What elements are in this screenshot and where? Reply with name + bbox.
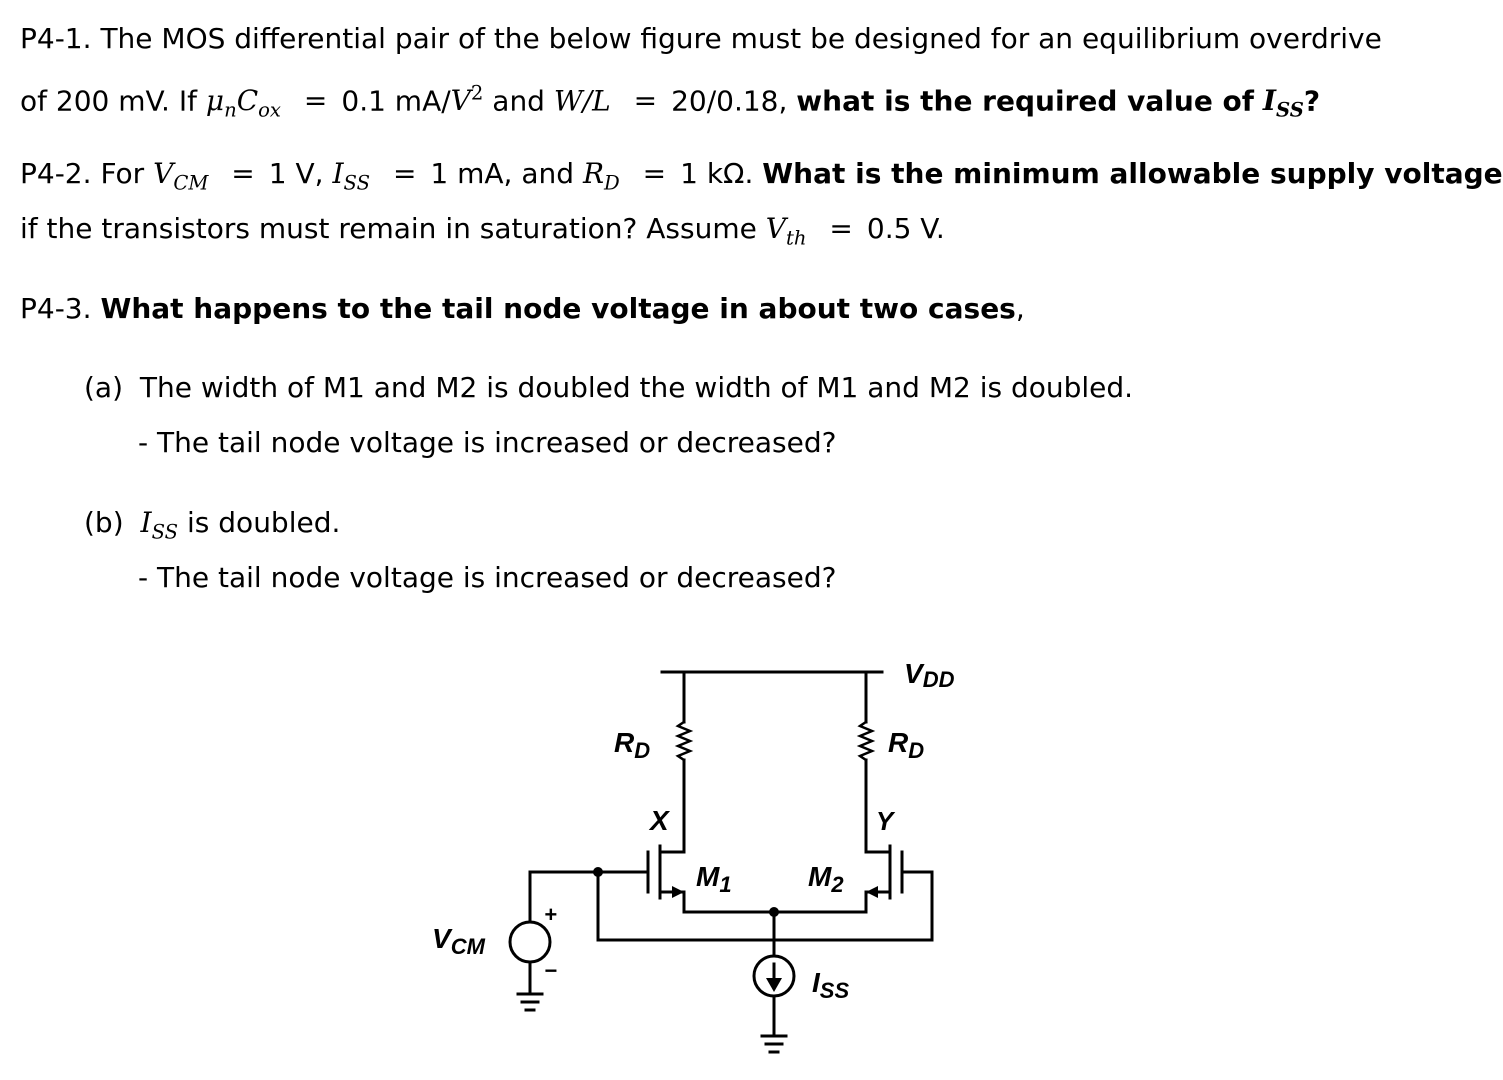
equals-sign: = — [829, 212, 853, 245]
equals-sign: = — [392, 157, 417, 190]
p4-3-line — [20, 292, 1025, 326]
resistor-rd-left — [678, 722, 690, 760]
volt-squared-symbol: $V^2$ — [450, 82, 484, 118]
rd-value: 1 kΩ. — [680, 157, 754, 190]
vcm-value: 1 V, — [268, 157, 324, 190]
p4-1-text-1: The MOS differential pair of the below figure must be designed for an equilibrium overdrive — [100, 22, 1382, 55]
differential-pair-schematic — [420, 630, 1000, 1070]
current-arrow-head-icon — [766, 978, 782, 992]
tail-node-dot — [769, 907, 779, 917]
case-a-label: (a) — [84, 371, 124, 404]
p4-1-label: P4-1. — [20, 22, 92, 55]
vth-value: 0.5 V. — [866, 212, 945, 245]
minus-sign: − — [544, 958, 557, 983]
p4-2-text-2: if the transistors must remain in saturation? Assume — [20, 212, 757, 245]
rd-symbol: $R_D$ — [582, 157, 620, 195]
mu-n-cox-symbol: $\mu_nC_{ox}$ — [205, 84, 281, 122]
question-mark: ? — [1303, 84, 1321, 118]
for-word: For — [100, 157, 145, 190]
case-a-subquestion: - The tail node voltage is increased or decreased? — [138, 426, 837, 459]
node-y-label: Y — [876, 806, 894, 836]
case-a-line — [84, 371, 1133, 405]
m2-label: $M_2$ — [808, 861, 844, 897]
node-x-label: X — [650, 805, 669, 836]
rd-left-label: $R_D$ — [614, 727, 651, 763]
resistor-rd-right — [860, 722, 872, 760]
p4-3-question: What happens to the tail node voltage in about two cases — [100, 292, 1016, 325]
vcm-voltage-source — [510, 922, 550, 962]
p4-1-text-2: of 200 mV. If — [20, 84, 197, 118]
vcm-symbol: $V_{CM}$ — [153, 157, 209, 195]
equals-sign: = — [231, 157, 255, 190]
mobility-value: 0.1 mA/ — [341, 84, 451, 118]
case-b-subquestion: - The tail node voltage is increased or decreased? — [138, 561, 837, 594]
case-b-label: (b) — [84, 506, 124, 539]
p4-2-label: P4-2. — [20, 157, 92, 190]
rd-right-label: $R_D$ — [888, 727, 925, 763]
case-a-text: The width of M1 and M2 is doubled the width of M1 and M2 is doubled. — [139, 371, 1134, 404]
equals-sign: = — [642, 157, 667, 190]
case-b-line — [84, 506, 340, 550]
m2-source-arrow-icon — [866, 886, 878, 898]
p4-1-question: what is the required value of — [796, 84, 1254, 118]
comma: , — [1015, 292, 1025, 325]
plus-sign: + — [544, 902, 557, 927]
vth-symbol: $V_{th}$ — [765, 212, 807, 250]
m1-label: $M_1$ — [696, 861, 732, 897]
iss-symbol: $I_{SS}$ — [140, 506, 179, 544]
p4-3-label: P4-3. — [20, 292, 92, 325]
p4-2-line-1 — [20, 157, 1503, 201]
iss-value: 1 mA, and — [430, 157, 575, 190]
vcm-label: $V_{CM}$ — [432, 923, 485, 959]
p4-2-question: What is the minimum allowable supply voltage — [762, 157, 1503, 190]
iss-label: $I_{SS}$ — [812, 967, 850, 1003]
p4-1-line-1 — [20, 22, 1382, 56]
case-b-text: is doubled. — [187, 506, 341, 539]
equals-sign: = — [303, 84, 328, 118]
gate-node-dot — [593, 867, 603, 877]
w-over-l-symbol: W/L — [553, 84, 611, 118]
wl-value: 20/0.18, — [671, 84, 788, 118]
iss-symbol: $I_{SS}$ — [332, 157, 371, 195]
p4-2-line-2 — [20, 212, 945, 256]
m1-source-arrow-icon — [672, 886, 684, 898]
and-word: and — [492, 84, 545, 118]
p4-1-line-2 — [20, 77, 1320, 128]
iss-symbol: $I_{SS}$ — [1262, 84, 1304, 122]
vdd-label: VDD — [904, 658, 955, 692]
equals-sign: = — [633, 84, 658, 118]
